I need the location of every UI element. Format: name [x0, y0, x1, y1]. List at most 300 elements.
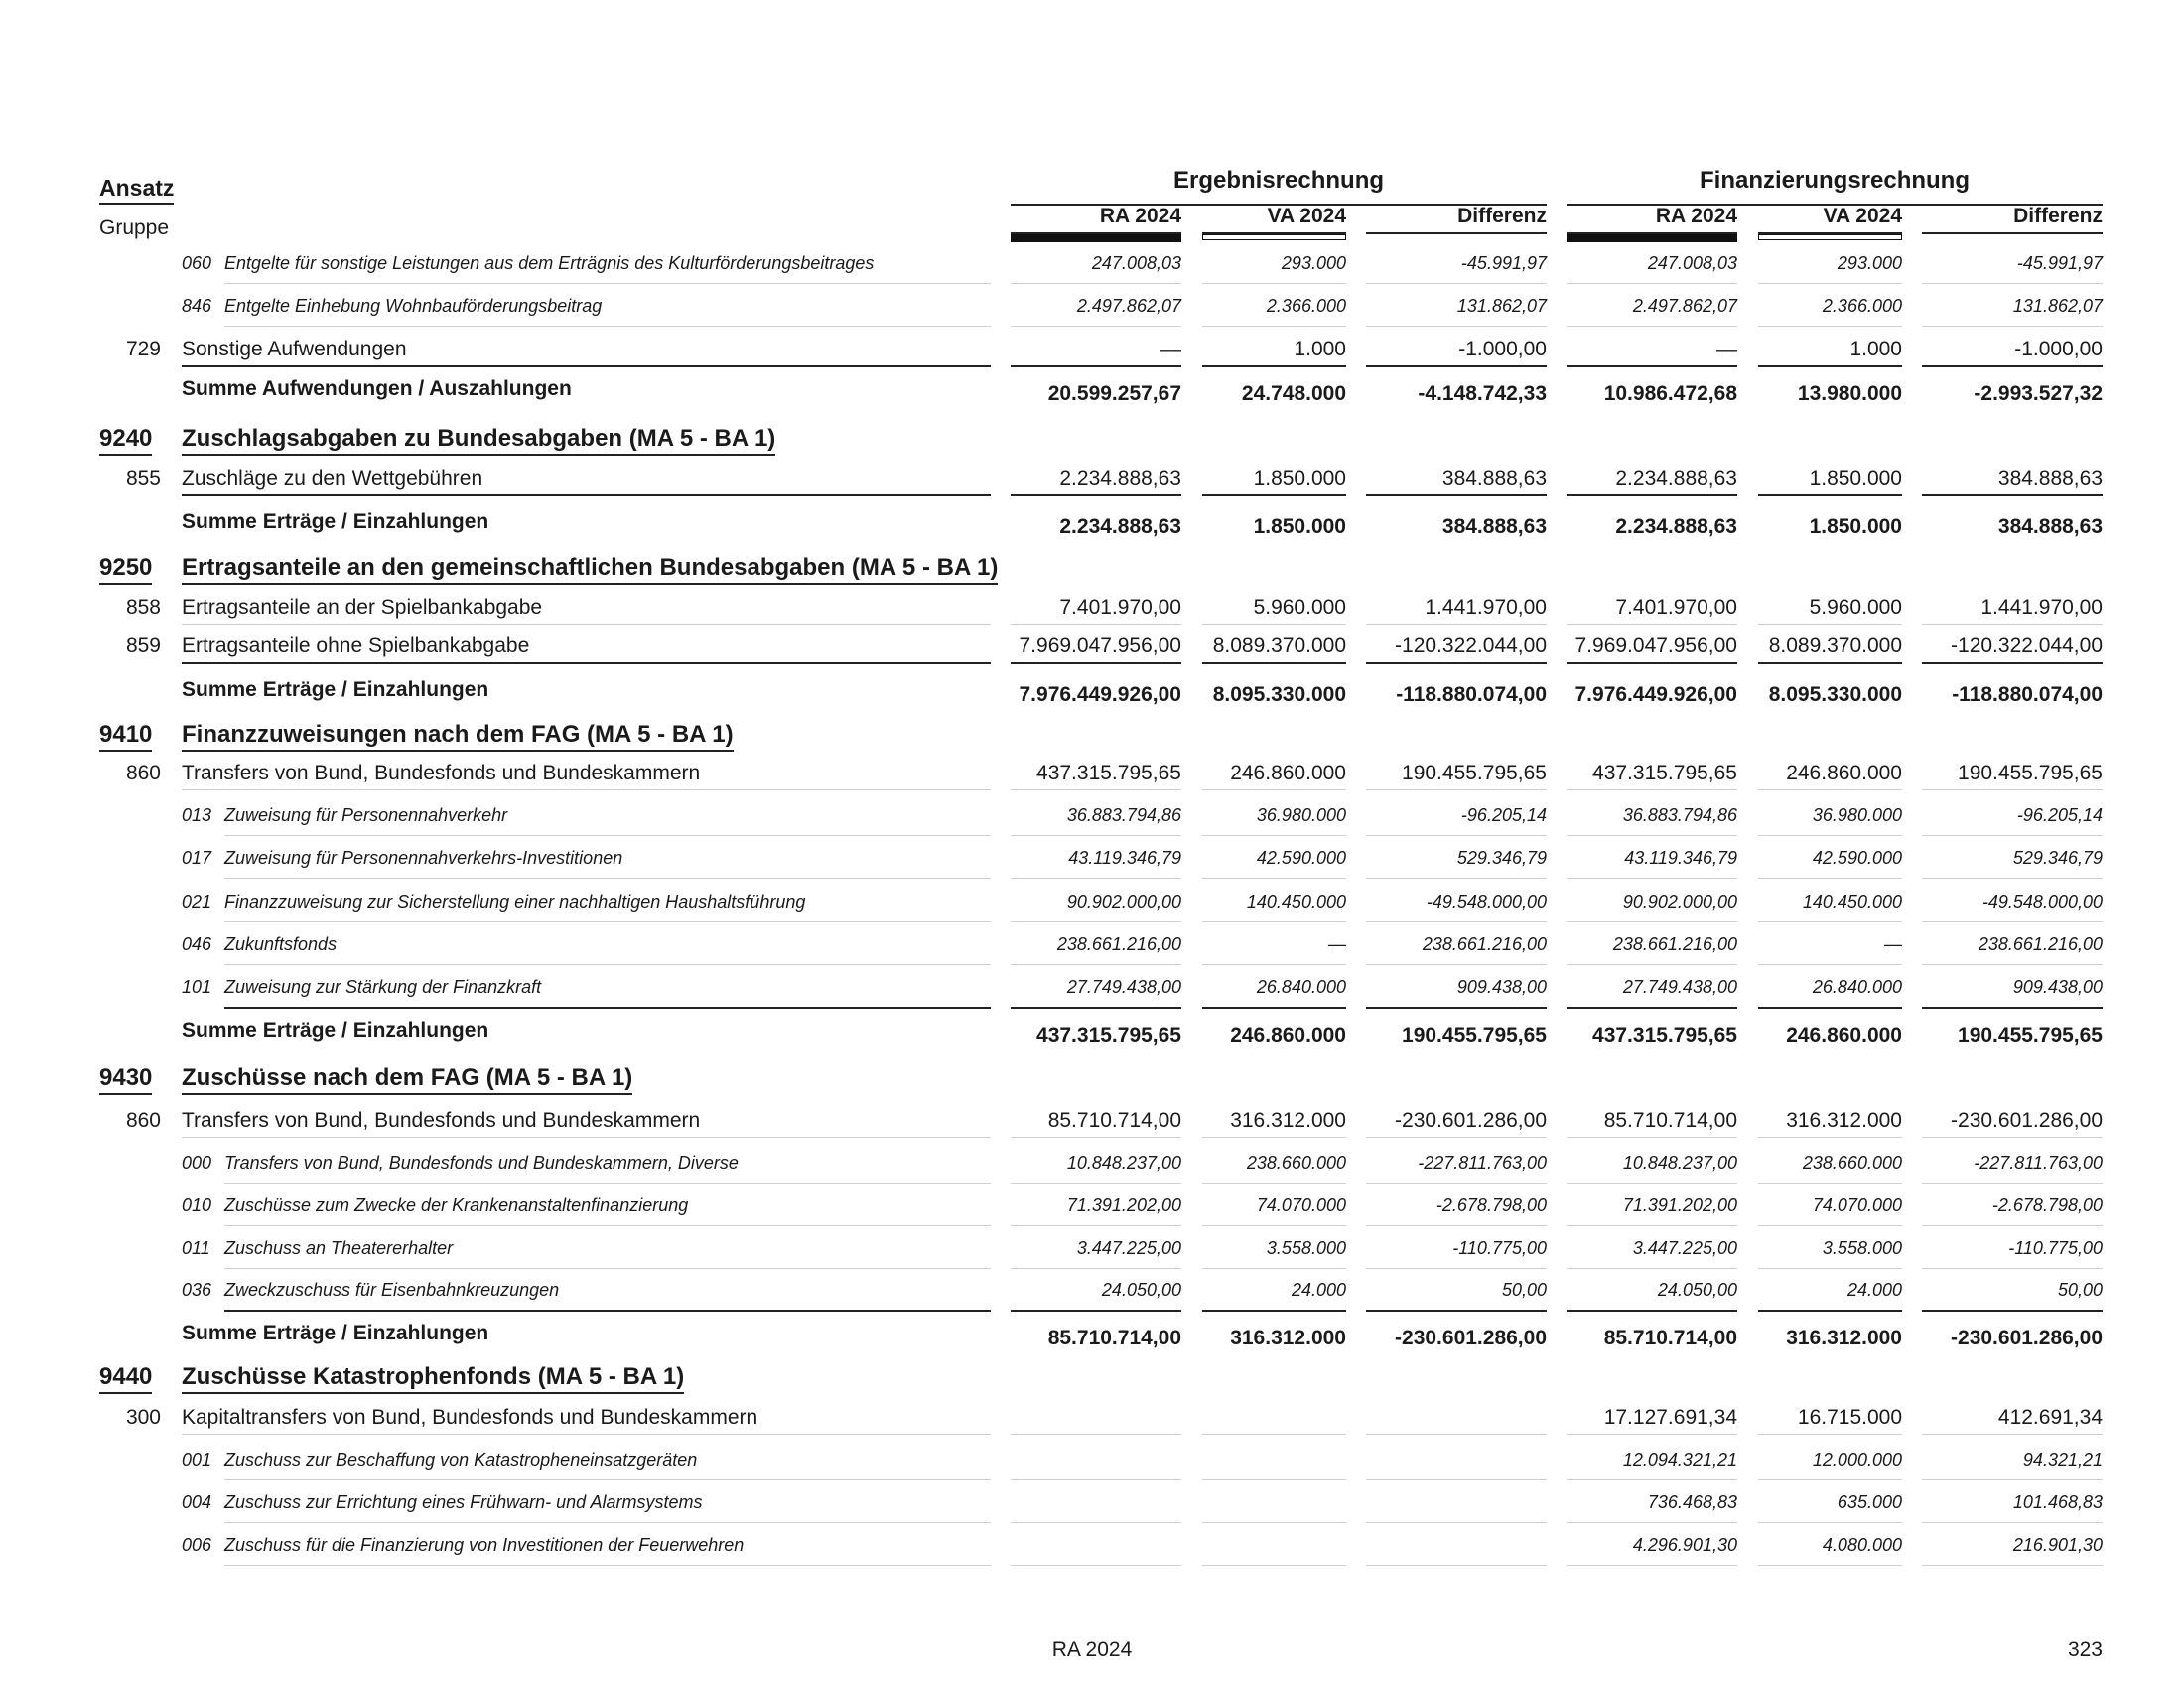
row-rule — [224, 1225, 991, 1226]
cell-rule — [1011, 1183, 1181, 1184]
account-label: Transfers von Bund, Bundesfonds und Bundeskammern — [182, 1109, 701, 1132]
cell-rule — [1202, 921, 1346, 922]
value-cell: 7.401.970,00 — [1059, 596, 1181, 619]
value-cell: -227.811.763,00 — [1418, 1153, 1547, 1173]
value-cell: -2.993.527,32 — [1974, 382, 2103, 405]
sub-account-label: Zuweisung für Personennahverkehr — [224, 805, 508, 825]
cell-rule — [1011, 1479, 1181, 1480]
value-cell: 412.691,34 — [1997, 1406, 2103, 1429]
cell-rule — [1758, 662, 1902, 664]
col-line — [1366, 232, 1547, 234]
cell-rule — [1202, 1310, 1346, 1312]
value-cell: 1.850.000 — [1809, 515, 1902, 538]
row-rule — [224, 1183, 991, 1184]
cell-rule — [1202, 1522, 1346, 1523]
cell-rule — [1366, 1183, 1547, 1184]
cell-rule — [1366, 494, 1547, 496]
cell-rule — [1011, 878, 1181, 879]
value-cell: 529.346,79 — [2012, 848, 2103, 868]
cell-rule — [1202, 365, 1346, 367]
va-marker-bar — [1758, 234, 1902, 240]
value-cell: 7.976.449.926,00 — [1574, 683, 1737, 706]
account-label: Ertragsanteile an der Spielbankabgabe — [182, 596, 543, 619]
value-cell: 2.234.888,63 — [1059, 467, 1181, 490]
cell-rule — [1202, 326, 1346, 327]
cell-rule — [1011, 789, 1181, 790]
value-cell: 43.119.346,79 — [1068, 848, 1181, 868]
value-cell: -96.205,14 — [2016, 805, 2103, 825]
value-cell: 4.296.901,30 — [1632, 1535, 1737, 1555]
cell-rule — [1758, 964, 1902, 965]
cell-rule — [1366, 1565, 1547, 1566]
value-cell: 85.710.714,00 — [1603, 1109, 1737, 1132]
sub-account-label: Zuschüsse zum Zwecke der Krankenanstaltenfinanzierung — [224, 1196, 689, 1215]
value-cell: — — [1160, 338, 1181, 360]
section-title: Zuschüsse Katastrophenfonds (MA 5 - BA 1) — [182, 1363, 684, 1394]
col-header-diff-finanz: Differenz — [2013, 205, 2103, 227]
sub-account-code: 021 — [182, 892, 212, 912]
page-number: 323 — [2067, 1638, 2103, 1661]
cell-rule — [1366, 662, 1547, 664]
sub-account-label: Entgelte für sonstige Leistungen aus dem Erträgnis des Kulturförderungsbeitrages — [224, 253, 875, 273]
cell-rule — [1567, 964, 1737, 965]
cell-rule — [1011, 921, 1181, 922]
cell-rule — [1011, 1225, 1181, 1226]
ra-marker-bar — [1567, 234, 1737, 242]
value-cell: 42.590.000 — [1256, 848, 1346, 868]
cell-rule — [1202, 1183, 1346, 1184]
value-cell: 36.883.794,86 — [1066, 805, 1181, 825]
cell-rule — [1922, 283, 2103, 284]
value-cell: 10.848.237,00 — [1066, 1153, 1181, 1173]
cell-rule — [1922, 789, 2103, 790]
value-cell: 293.000 — [1837, 253, 1902, 273]
row-rule — [224, 326, 991, 327]
sub-account-label: Zuschuss zur Beschaffung von Katastropheneinsatzgeräten — [224, 1450, 698, 1470]
value-cell: 2.234.888,63 — [1615, 467, 1737, 490]
value-cell: 26.840.000 — [1256, 977, 1346, 997]
sub-account-code: 060 — [182, 253, 212, 273]
cell-rule — [1567, 1565, 1737, 1566]
section-title: Ertragsanteile an den gemeinschaftlichen Bundesabgaben (MA 5 - BA 1) — [182, 554, 998, 585]
value-cell: -227.811.763,00 — [1974, 1153, 2103, 1173]
sub-account-code: 006 — [182, 1535, 212, 1555]
value-cell: 384.888,63 — [1997, 467, 2103, 490]
value-cell: 71.391.202,00 — [1066, 1196, 1181, 1215]
footer-report-label: RA 2024 — [1051, 1638, 1133, 1661]
account-code: 860 — [125, 762, 161, 784]
cell-rule — [1922, 835, 2103, 836]
cell-rule — [1567, 1137, 1737, 1138]
value-cell: -2.678.798,00 — [1991, 1196, 2103, 1215]
cell-rule — [1202, 283, 1346, 284]
section-code: 9430 — [99, 1064, 152, 1095]
value-cell: 529.346,79 — [1456, 848, 1547, 868]
cell-rule — [1758, 624, 1902, 625]
section-code: 9240 — [99, 425, 152, 456]
cell-rule — [1758, 365, 1902, 367]
cell-rule — [1011, 624, 1181, 625]
cell-rule — [1758, 1310, 1902, 1312]
cell-rule — [1567, 878, 1737, 879]
row-rule — [224, 1310, 991, 1312]
row-rule — [182, 624, 991, 625]
section-title: Finanzzuweisungen nach dem FAG (MA 5 - BA 1) — [182, 721, 734, 752]
value-cell: 74.070.000 — [1812, 1196, 1902, 1215]
sub-account-label: Zuweisung zur Stärkung der Finanzkraft — [224, 977, 542, 997]
value-cell: 2.497.862,07 — [1632, 296, 1737, 316]
cell-rule — [1922, 1434, 2103, 1435]
cell-rule — [1202, 662, 1346, 664]
section-code: 9410 — [99, 721, 152, 752]
cell-rule — [1567, 326, 1737, 327]
value-cell: 24.748.000 — [1241, 382, 1346, 405]
value-cell: — — [1884, 934, 1902, 954]
value-cell: 190.455.795,65 — [1402, 762, 1547, 784]
account-code: 300 — [125, 1406, 161, 1429]
row-rule — [224, 283, 991, 284]
sub-account-code: 001 — [182, 1450, 212, 1470]
value-cell: 74.070.000 — [1256, 1196, 1346, 1215]
cell-rule — [1922, 494, 2103, 496]
value-cell: 384.888,63 — [1441, 467, 1547, 490]
cell-rule — [1758, 1268, 1902, 1269]
value-cell: -2.678.798,00 — [1435, 1196, 1547, 1215]
value-cell: 384.888,63 — [1441, 515, 1547, 538]
value-cell: 50,00 — [2057, 1280, 2103, 1300]
cell-rule — [1011, 662, 1181, 664]
value-cell: -120.322.044,00 — [1395, 634, 1547, 657]
account-label: Kapitaltransfers von Bund, Bundesfonds und Bundeskammern — [182, 1406, 758, 1429]
value-cell: 140.450.000 — [1802, 892, 1902, 912]
cell-rule — [1567, 365, 1737, 367]
value-cell: 437.315.795,65 — [1036, 762, 1181, 784]
value-cell: 909.438,00 — [2012, 977, 2103, 997]
value-cell: 238.661.216,00 — [1056, 934, 1181, 954]
cell-rule — [1758, 1479, 1902, 1480]
cell-rule — [1011, 494, 1181, 496]
cell-rule — [1922, 921, 2103, 922]
cell-rule — [1011, 1522, 1181, 1523]
value-cell: 3.558.000 — [1822, 1238, 1902, 1258]
cell-rule — [1922, 1565, 2103, 1566]
value-cell: -230.601.286,00 — [1951, 1109, 2103, 1132]
value-cell: 20.599.257,67 — [1047, 382, 1181, 405]
row-rule — [224, 1565, 991, 1566]
cell-rule — [1758, 835, 1902, 836]
cell-rule — [1758, 326, 1902, 327]
value-cell: 7.969.047.956,00 — [1019, 634, 1181, 657]
cell-rule — [1758, 283, 1902, 284]
value-cell: 909.438,00 — [1456, 977, 1547, 997]
cell-rule — [1922, 1225, 2103, 1226]
value-cell: — — [1328, 934, 1346, 954]
value-cell: 216.901,30 — [2012, 1535, 2103, 1555]
sub-account-code: 017 — [182, 848, 212, 868]
value-cell: 635.000 — [1837, 1492, 1902, 1512]
value-cell: 50,00 — [1501, 1280, 1547, 1300]
cell-rule — [1011, 1434, 1181, 1435]
sub-account-code: 013 — [182, 805, 212, 825]
cell-rule — [1922, 1310, 2103, 1312]
value-cell: 71.391.202,00 — [1622, 1196, 1737, 1215]
cell-rule — [1922, 1522, 2103, 1523]
cell-rule — [1922, 878, 2103, 879]
sub-account-code: 010 — [182, 1196, 212, 1215]
value-cell: 85.710.714,00 — [1603, 1327, 1737, 1349]
value-cell: 437.315.795,65 — [1036, 1024, 1181, 1047]
row-rule — [224, 1007, 991, 1009]
account-label: Zuschläge zu den Wettgebühren — [182, 467, 483, 490]
value-cell: 3.447.225,00 — [1632, 1238, 1737, 1258]
value-cell: 94.321,21 — [2022, 1450, 2103, 1470]
cell-rule — [1366, 1310, 1547, 1312]
value-cell: 238.660.000 — [1246, 1153, 1346, 1173]
cell-rule — [1366, 1137, 1547, 1138]
value-cell: 27.749.438,00 — [1066, 977, 1181, 997]
value-cell: 437.315.795,65 — [1592, 1024, 1737, 1047]
va-marker-bar — [1202, 234, 1346, 240]
sub-account-code: 046 — [182, 934, 212, 954]
value-cell: 1.000 — [1849, 338, 1902, 360]
value-cell: 238.661.216,00 — [1978, 934, 2103, 954]
value-cell: 42.590.000 — [1812, 848, 1902, 868]
col-header-va-ergebnis: VA 2024 — [1267, 205, 1346, 227]
account-code: 858 — [125, 596, 161, 619]
cell-rule — [1922, 964, 2103, 965]
value-cell: 85.710.714,00 — [1047, 1327, 1181, 1349]
value-cell: 247.008,03 — [1647, 253, 1737, 273]
cell-rule — [1202, 835, 1346, 836]
cell-rule — [1366, 283, 1547, 284]
value-cell: 36.980.000 — [1256, 805, 1346, 825]
cell-rule — [1011, 964, 1181, 965]
cell-rule — [1922, 1479, 2103, 1480]
value-cell: 246.860.000 — [1786, 1024, 1902, 1047]
row-rule — [224, 878, 991, 879]
value-cell: -1.000,00 — [2014, 338, 2103, 360]
cell-rule — [1202, 1268, 1346, 1269]
sub-account-label: Zuschuss an Theatererhalter — [224, 1238, 454, 1258]
cell-rule — [1758, 878, 1902, 879]
value-cell: 247.008,03 — [1091, 253, 1181, 273]
value-cell: 131.862,07 — [1456, 296, 1547, 316]
value-cell: 246.860.000 — [1786, 762, 1902, 784]
value-cell: 12.094.321,21 — [1622, 1450, 1737, 1470]
value-cell: -49.548.000,00 — [1426, 892, 1547, 912]
value-cell: -1.000,00 — [1458, 338, 1547, 360]
row-rule — [224, 921, 991, 922]
value-cell: 24.050,00 — [1101, 1280, 1181, 1300]
value-cell: 8.095.330.000 — [1768, 683, 1902, 706]
cell-rule — [1202, 1225, 1346, 1226]
value-cell: 13.980.000 — [1797, 382, 1902, 405]
value-cell: 1.441.970,00 — [1425, 596, 1547, 619]
sub-account-label: Transfers von Bund, Bundesfonds und Bundeskammern, Diverse — [224, 1153, 739, 1173]
row-rule — [182, 365, 991, 367]
row-rule — [224, 1268, 991, 1269]
cell-rule — [1202, 1434, 1346, 1435]
sub-account-label: Zuschuss zur Errichtung eines Frühwarn- und Alarmsystems — [224, 1492, 703, 1512]
value-cell: 2.497.862,07 — [1076, 296, 1181, 316]
sub-account-code: 101 — [182, 977, 212, 997]
account-label: Ertragsanteile ohne Spielbankabgabe — [182, 634, 530, 657]
cell-rule — [1202, 878, 1346, 879]
ergebnisrechnung-heading: Ergebnisrechnung — [1172, 167, 1385, 194]
value-cell: 7.969.047.956,00 — [1574, 634, 1737, 657]
cell-rule — [1366, 878, 1547, 879]
row-rule — [182, 494, 991, 496]
value-cell: 8.089.370.000 — [1212, 634, 1346, 657]
cell-rule — [1202, 494, 1346, 496]
account-code: 860 — [125, 1109, 161, 1132]
cell-rule — [1366, 1268, 1547, 1269]
cell-rule — [1758, 921, 1902, 922]
value-cell: 90.902.000,00 — [1622, 892, 1737, 912]
value-cell: 101.468,83 — [2012, 1492, 2103, 1512]
sub-account-code: 000 — [182, 1153, 212, 1173]
ra-marker-bar — [1011, 234, 1181, 242]
cell-rule — [1922, 365, 2103, 367]
sum-label: Summe Erträge / Einzahlungen — [182, 1019, 489, 1042]
value-cell: 3.558.000 — [1266, 1238, 1346, 1258]
value-cell: 190.455.795,65 — [1402, 1024, 1547, 1047]
value-cell: 12.000.000 — [1812, 1450, 1902, 1470]
sub-account-label: Zuschuss für die Finanzierung von Investitionen der Feuerwehren — [224, 1535, 745, 1555]
value-cell: -110.775,00 — [1452, 1238, 1547, 1258]
cell-rule — [1366, 1522, 1547, 1523]
value-cell: 316.312.000 — [1786, 1327, 1902, 1349]
value-cell: 131.862,07 — [2012, 296, 2103, 316]
cell-rule — [1202, 789, 1346, 790]
col-header-ra-finanz: RA 2024 — [1655, 205, 1737, 227]
cell-rule — [1011, 326, 1181, 327]
value-cell: 140.450.000 — [1246, 892, 1346, 912]
cell-rule — [1567, 1310, 1737, 1312]
cell-rule — [1567, 835, 1737, 836]
value-cell: 1.850.000 — [1809, 467, 1902, 490]
value-cell: — — [1716, 338, 1737, 360]
cell-rule — [1567, 1225, 1737, 1226]
value-cell: 24.000 — [1291, 1280, 1346, 1300]
cell-rule — [1758, 1225, 1902, 1226]
cell-rule — [1758, 1137, 1902, 1138]
cell-rule — [1922, 1007, 2103, 1009]
value-cell: 36.883.794,86 — [1622, 805, 1737, 825]
cell-rule — [1202, 964, 1346, 965]
row-rule — [182, 662, 991, 664]
sub-account-code: 846 — [182, 296, 212, 316]
row-rule — [224, 835, 991, 836]
value-cell: 238.661.216,00 — [1612, 934, 1737, 954]
value-cell: -230.601.286,00 — [1395, 1109, 1547, 1132]
cell-rule — [1011, 1565, 1181, 1566]
value-cell: 1.000 — [1294, 338, 1346, 360]
cell-rule — [1922, 1183, 2103, 1184]
cell-rule — [1366, 964, 1547, 965]
value-cell: 238.660.000 — [1802, 1153, 1902, 1173]
cell-rule — [1366, 1434, 1547, 1435]
value-cell: 5.960.000 — [1253, 596, 1346, 619]
col-line — [1922, 232, 2103, 234]
cell-rule — [1567, 1268, 1737, 1269]
value-cell: 10.986.472,68 — [1603, 382, 1737, 405]
cell-rule — [1011, 1137, 1181, 1138]
section-title: Zuschüsse nach dem FAG (MA 5 - BA 1) — [182, 1064, 632, 1095]
value-cell: 384.888,63 — [1997, 515, 2103, 538]
value-cell: 2.234.888,63 — [1059, 515, 1181, 538]
value-cell: -118.880.074,00 — [1396, 683, 1547, 706]
cell-rule — [1567, 624, 1737, 625]
cell-rule — [1366, 624, 1547, 625]
section-title: Zuschlagsabgaben zu Bundesabgaben (MA 5 - BA 1) — [182, 425, 775, 456]
account-label: Sonstige Aufwendungen — [182, 338, 407, 360]
value-cell: -110.775,00 — [2008, 1238, 2103, 1258]
cell-rule — [1011, 365, 1181, 367]
sub-account-label: Zweckzuschuss für Eisenbahnkreuzungen — [224, 1280, 560, 1300]
value-cell: -96.205,14 — [1460, 805, 1547, 825]
value-cell: 2.366.000 — [1822, 296, 1902, 316]
sub-account-code: 004 — [182, 1492, 212, 1512]
row-rule — [224, 964, 991, 965]
cell-rule — [1567, 494, 1737, 496]
value-cell: 24.000 — [1846, 1280, 1902, 1300]
cell-rule — [1366, 789, 1547, 790]
value-cell: 16.715.000 — [1797, 1406, 1902, 1429]
cell-rule — [1567, 1007, 1737, 1009]
col-header-va-finanz: VA 2024 — [1823, 205, 1902, 227]
value-cell: 5.960.000 — [1809, 596, 1902, 619]
value-cell: 8.095.330.000 — [1212, 683, 1346, 706]
cell-rule — [1567, 1434, 1737, 1435]
cell-rule — [1202, 1565, 1346, 1566]
value-cell: 736.468,83 — [1647, 1492, 1737, 1512]
sum-label: Summe Aufwendungen / Auszahlungen — [182, 377, 572, 400]
cell-rule — [1366, 1225, 1547, 1226]
cell-rule — [1011, 283, 1181, 284]
value-cell: 7.401.970,00 — [1615, 596, 1737, 619]
cell-rule — [1366, 1007, 1547, 1009]
sub-account-code: 036 — [182, 1280, 212, 1300]
cell-rule — [1922, 662, 2103, 664]
sub-account-label: Zukunftsfonds — [224, 934, 338, 954]
sub-account-label: Zuweisung für Personennahverkehrs-Investitionen — [224, 848, 623, 868]
value-cell: 316.312.000 — [1786, 1109, 1902, 1132]
value-cell: 85.710.714,00 — [1047, 1109, 1181, 1132]
cell-rule — [1567, 283, 1737, 284]
value-cell: 7.976.449.926,00 — [1019, 683, 1181, 706]
value-cell: 36.980.000 — [1812, 805, 1902, 825]
value-cell: 2.234.888,63 — [1615, 515, 1737, 538]
value-cell: 190.455.795,65 — [1958, 762, 2103, 784]
cell-rule — [1366, 1479, 1547, 1480]
cell-rule — [1922, 326, 2103, 327]
value-cell: 316.312.000 — [1230, 1109, 1346, 1132]
value-cell: -49.548.000,00 — [1981, 892, 2103, 912]
account-code: 855 — [125, 467, 161, 490]
value-cell: 2.366.000 — [1266, 296, 1346, 316]
row-rule — [182, 789, 991, 790]
value-cell: 17.127.691,34 — [1603, 1406, 1737, 1429]
value-cell: -45.991,97 — [1460, 253, 1547, 273]
value-cell: -118.880.074,00 — [1952, 683, 2103, 706]
cell-rule — [1011, 1310, 1181, 1312]
cell-rule — [1567, 1522, 1737, 1523]
value-cell: 8.089.370.000 — [1768, 634, 1902, 657]
value-cell: -45.991,97 — [2016, 253, 2103, 273]
account-code: 729 — [125, 338, 161, 360]
value-cell: 1.850.000 — [1253, 515, 1346, 538]
